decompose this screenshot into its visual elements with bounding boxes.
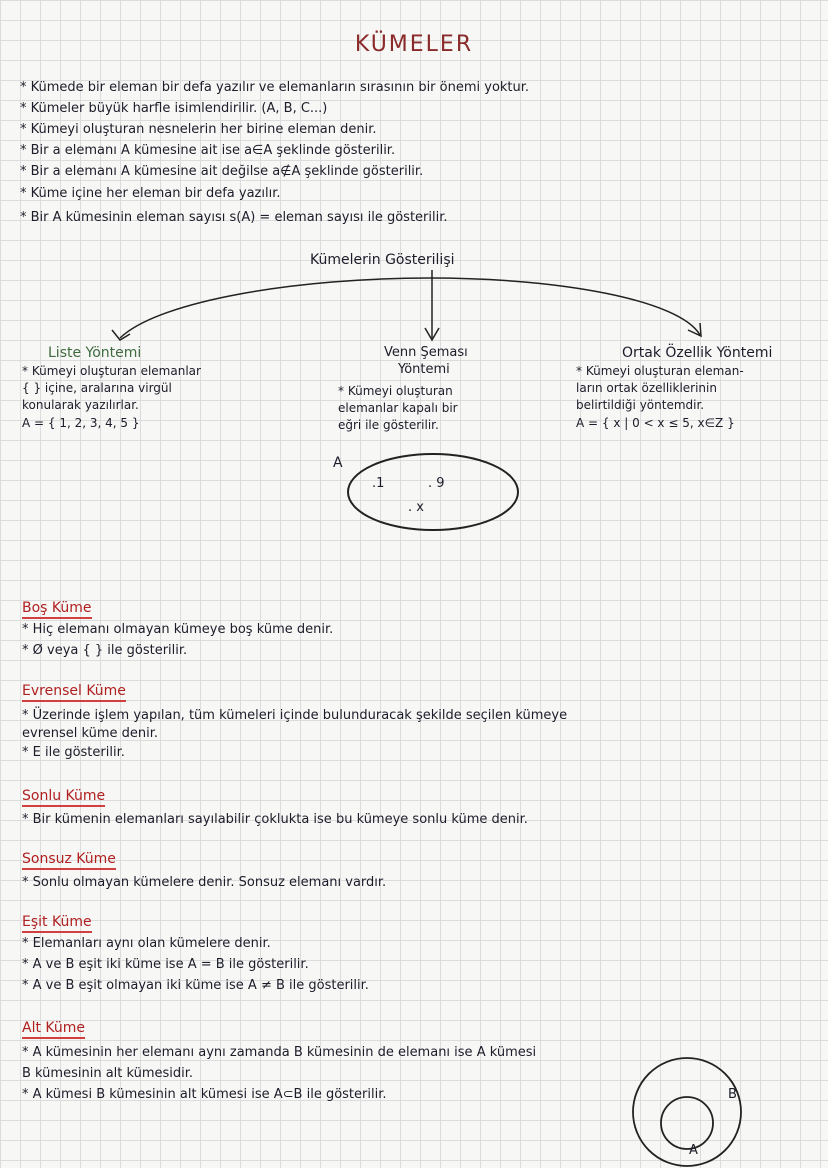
property-method-line: * Kümeyi oluşturan eleman- xyxy=(576,364,744,378)
section-heading-infinite-set: Sonsuz Küme xyxy=(22,851,116,870)
page-title: KÜMELER xyxy=(354,32,474,57)
section-line: * Üzerinde işlem yapılan, tüm kümeleri içinde bulunduracak şekilde seçilen kümeye xyxy=(22,708,568,723)
venn-ellipse xyxy=(348,454,518,530)
venn-element: . 9 xyxy=(428,476,445,491)
methods-title: Kümelerin Gösterilişi xyxy=(310,252,455,268)
subset-outer-label: B xyxy=(728,1087,737,1102)
intro-line: * Kümede bir eleman bir defa yazılır ve elemanların sırasının bir önemi yoktur. xyxy=(20,80,530,95)
venn-method-title-2: Yöntemi xyxy=(398,362,450,377)
intro-line: * Küme içine her eleman bir defa yazılır. xyxy=(20,186,281,201)
section-line: * Ø veya { } ile gösterilir. xyxy=(22,643,188,658)
intro-line: * Bir a elemanı A kümesine ait ise a∈A şeklinde gösterilir. xyxy=(20,143,396,158)
venn-set-label: A xyxy=(333,455,343,471)
section-line: * Elemanları aynı olan kümelere denir. xyxy=(22,936,271,951)
list-method-title: Liste Yöntemi xyxy=(48,345,142,361)
section-heading-equal-set: Eşit Küme xyxy=(22,914,92,933)
section-line: B kümesinin alt kümesidir. xyxy=(22,1066,194,1081)
list-method-line: { } içine, aralarına virgül xyxy=(22,381,172,395)
section-line: * A ve B eşit olmayan iki küme ise A ≠ B ile gösterilir. xyxy=(22,978,369,993)
venn-method-title: Venn Şeması xyxy=(384,345,468,360)
property-method-line: belirtildiği yöntemdir. xyxy=(576,398,705,412)
section-heading-empty-set: Boş Küme xyxy=(22,600,92,619)
venn-method-line: * Kümeyi oluşturan xyxy=(338,384,453,398)
list-method-line: * Kümeyi oluşturan elemanlar xyxy=(22,364,201,378)
intro-line: * Kümeyi oluşturan nesnelerin her birine eleman denir. xyxy=(20,122,377,137)
section-line: * Hiç elemanı olmayan kümeye boş küme denir. xyxy=(22,622,334,637)
property-method-title: Ortak Özellik Yöntemi xyxy=(622,345,773,361)
intro-line: * Bir A kümesinin eleman sayısı s(A) = eleman sayısı ile gösterilir. xyxy=(20,210,448,225)
property-method-line: ların ortak özelliklerinin xyxy=(576,381,717,395)
section-line: * Bir kümenin elemanları sayılabilir çoklukta ise bu kümeye sonlu küme denir. xyxy=(22,812,528,827)
property-method-example: A = { x | 0 < x ≤ 5, x∈Z } xyxy=(576,416,735,430)
section-line: * A kümesinin her elemanı aynı zamanda B kümesinin de elemanı ise A kümesi xyxy=(22,1045,537,1060)
list-method-line: konularak yazılırlar. xyxy=(22,398,139,412)
section-line: * E ile gösterilir. xyxy=(22,745,125,760)
section-line: * A kümesi B kümesinin alt kümesi ise A⊂B ile gösterilir. xyxy=(22,1087,387,1102)
subset-inner-label: A xyxy=(689,1143,698,1158)
list-method-example: A = { 1, 2, 3, 4, 5 } xyxy=(22,416,140,430)
section-heading-universal-set: Evrensel Küme xyxy=(22,683,126,702)
venn-method-line: elemanlar kapalı bir xyxy=(338,401,458,415)
intro-line: * Bir a elemanı A kümesine ait değilse a∉A şeklinde gösterilir. xyxy=(20,164,424,179)
venn-element: .1 xyxy=(372,476,385,491)
intro-line: * Kümeler büyük harfle isimlendirilir. (A, B, C...) xyxy=(20,101,328,116)
section-heading-finite-set: Sonlu Küme xyxy=(22,788,105,807)
venn-element: . x xyxy=(408,500,424,515)
section-line: * Sonlu olmayan kümelere denir. Sonsuz elemanı vardır. xyxy=(22,875,387,890)
section-line: evrensel küme denir. xyxy=(22,726,159,741)
section-heading-subset: Alt Küme xyxy=(22,1020,85,1039)
venn-method-line: eğri ile gösterilir. xyxy=(338,418,439,432)
left-arrow-curve xyxy=(120,278,430,338)
right-arrow-curve xyxy=(430,278,700,335)
section-line: * A ve B eşit iki küme ise A = B ile gösterilir. xyxy=(22,957,309,972)
subset-inner-circle xyxy=(661,1097,713,1149)
